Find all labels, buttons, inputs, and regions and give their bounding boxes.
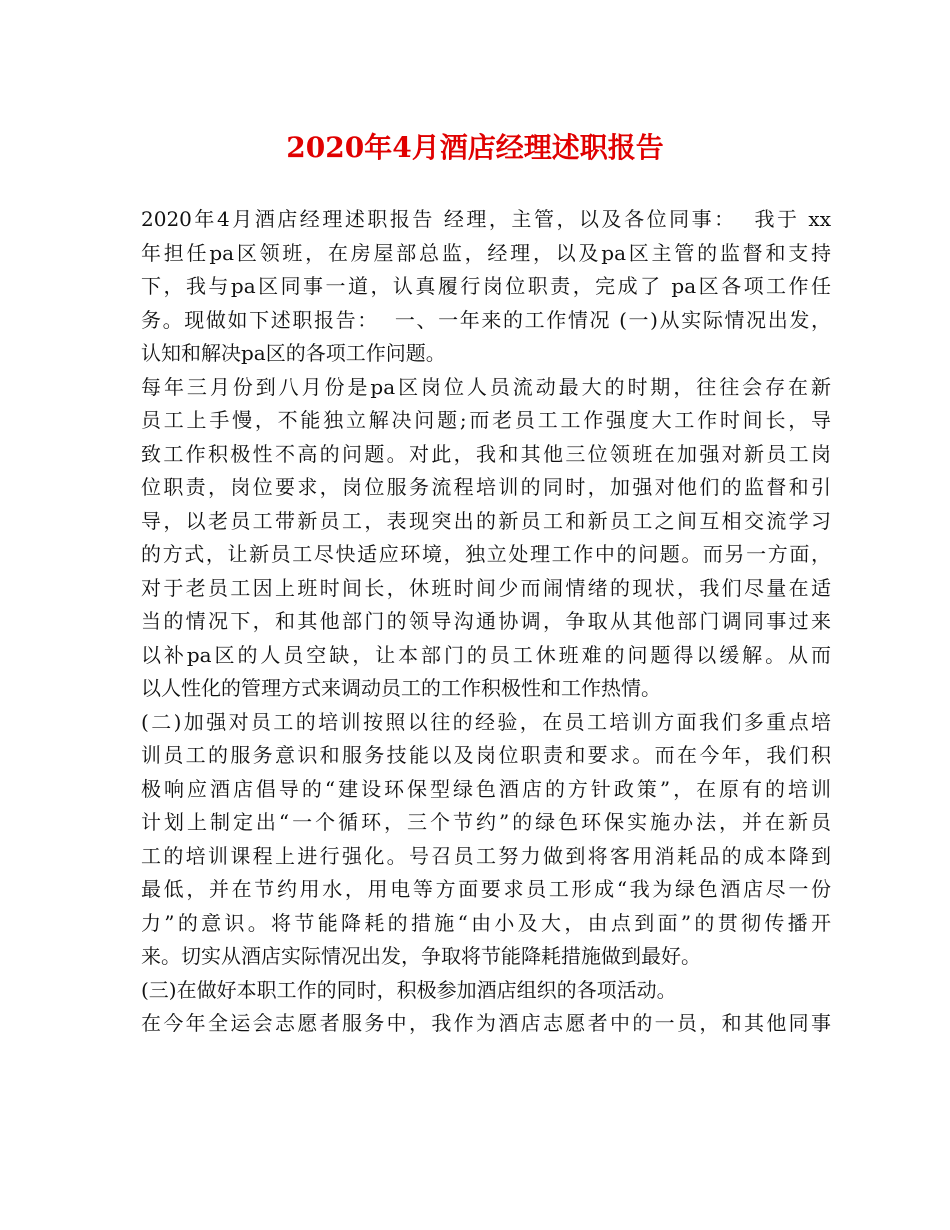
body-line: 计划上制定出“一个循环，三个节约”的绿色环保实施办法，并在新员 bbox=[141, 810, 831, 834]
body-line: 训员工的服务意识和服务技能以及岗位职责和要求。而在今年，我们积 bbox=[141, 743, 831, 767]
body-line: 以补pa区的人员空缺，让本部门的员工休班难的问题得以缓解。从而 bbox=[141, 642, 831, 667]
body-line: 的方式，让新员工尽快适应环境，独立处理工作中的问题。而另一方面， bbox=[141, 542, 831, 566]
body-line: 每年三月份到八月份是pa区岗位人员流动最大的时期，往往会存在新 bbox=[141, 374, 831, 399]
body-line: 导，以老员工带新员工，表现突出的新员工和新员工之间互相交流学习 bbox=[141, 508, 831, 533]
body-line: 致工作积极性不高的问题。对此，我和其他三位领班在加强对新员工岗 bbox=[141, 441, 831, 466]
document-title: 2020年4月酒店经理述职报告 bbox=[286, 131, 664, 164]
body-line: 2020年4月酒店经理述职报告 经理，主管，以及各位同事： 我于 xx bbox=[141, 207, 831, 231]
body-line: (二)加强对员工的培训按照以往的经验，在员工培训方面我们多重点培 bbox=[141, 709, 831, 734]
body-line: 当的情况下，和其他部门的领导沟通协调，争取从其他部门调同事过来 bbox=[141, 609, 831, 633]
body-line: 员工上手慢，不能独立解决问题;而老员工工作强度大工作时间长，导 bbox=[141, 408, 831, 432]
body-line: 务。现做如下述职报告： 一、一年来的工作情况 (一)从实际情况出发， bbox=[141, 307, 831, 332]
body-line: 认知和解决pa区的各项工作问题。 bbox=[141, 341, 446, 365]
body-line: 下，我与pa区同事一道，认真履行岗位职责，完成了 pa区各项工作任 bbox=[141, 274, 831, 298]
body-line: 年担任pa区领班，在房屋部总监，经理，以及pa区主管的监督和支持 bbox=[141, 240, 831, 265]
body-line: 位职责，岗位要求，岗位服务流程培训的同时，加强对他们的监督和引 bbox=[141, 475, 831, 499]
body-line: 工的培训课程上进行强化。号召员工努力做到将客用消耗品的成本降到 bbox=[141, 843, 831, 868]
body-line: (三)在做好本职工作的同时，积极参加酒店组织的各项活动。 bbox=[141, 977, 677, 1002]
body-line: 在今年全运会志愿者服务中，我作为酒店志愿者中的一员，和其他同事 bbox=[141, 1011, 831, 1035]
body-line: 最低，并在节约用水，用电等方面要求员工形成“我为绿色酒店尽一份 bbox=[141, 877, 831, 901]
body-line: 对于老员工因上班时间长，休班时间少而闹情绪的现状，我们尽量在适 bbox=[141, 575, 831, 600]
body-line: 以人性化的管理方式来调动员工的工作积极性和工作热情。 bbox=[141, 676, 661, 700]
body-line: 力”的意识。将节能降耗的措施“由小及大，由点到面”的贯彻传播开 bbox=[141, 910, 831, 935]
body-line: 极响应酒店倡导的“建设环保型绿色酒店的方针政策”，在原有的培训 bbox=[141, 776, 831, 801]
document-body bbox=[141, 203, 831, 1041]
body-line: 来。切实从酒店实际情况出发，争取将节能降耗措施做到最好。 bbox=[141, 944, 701, 968]
